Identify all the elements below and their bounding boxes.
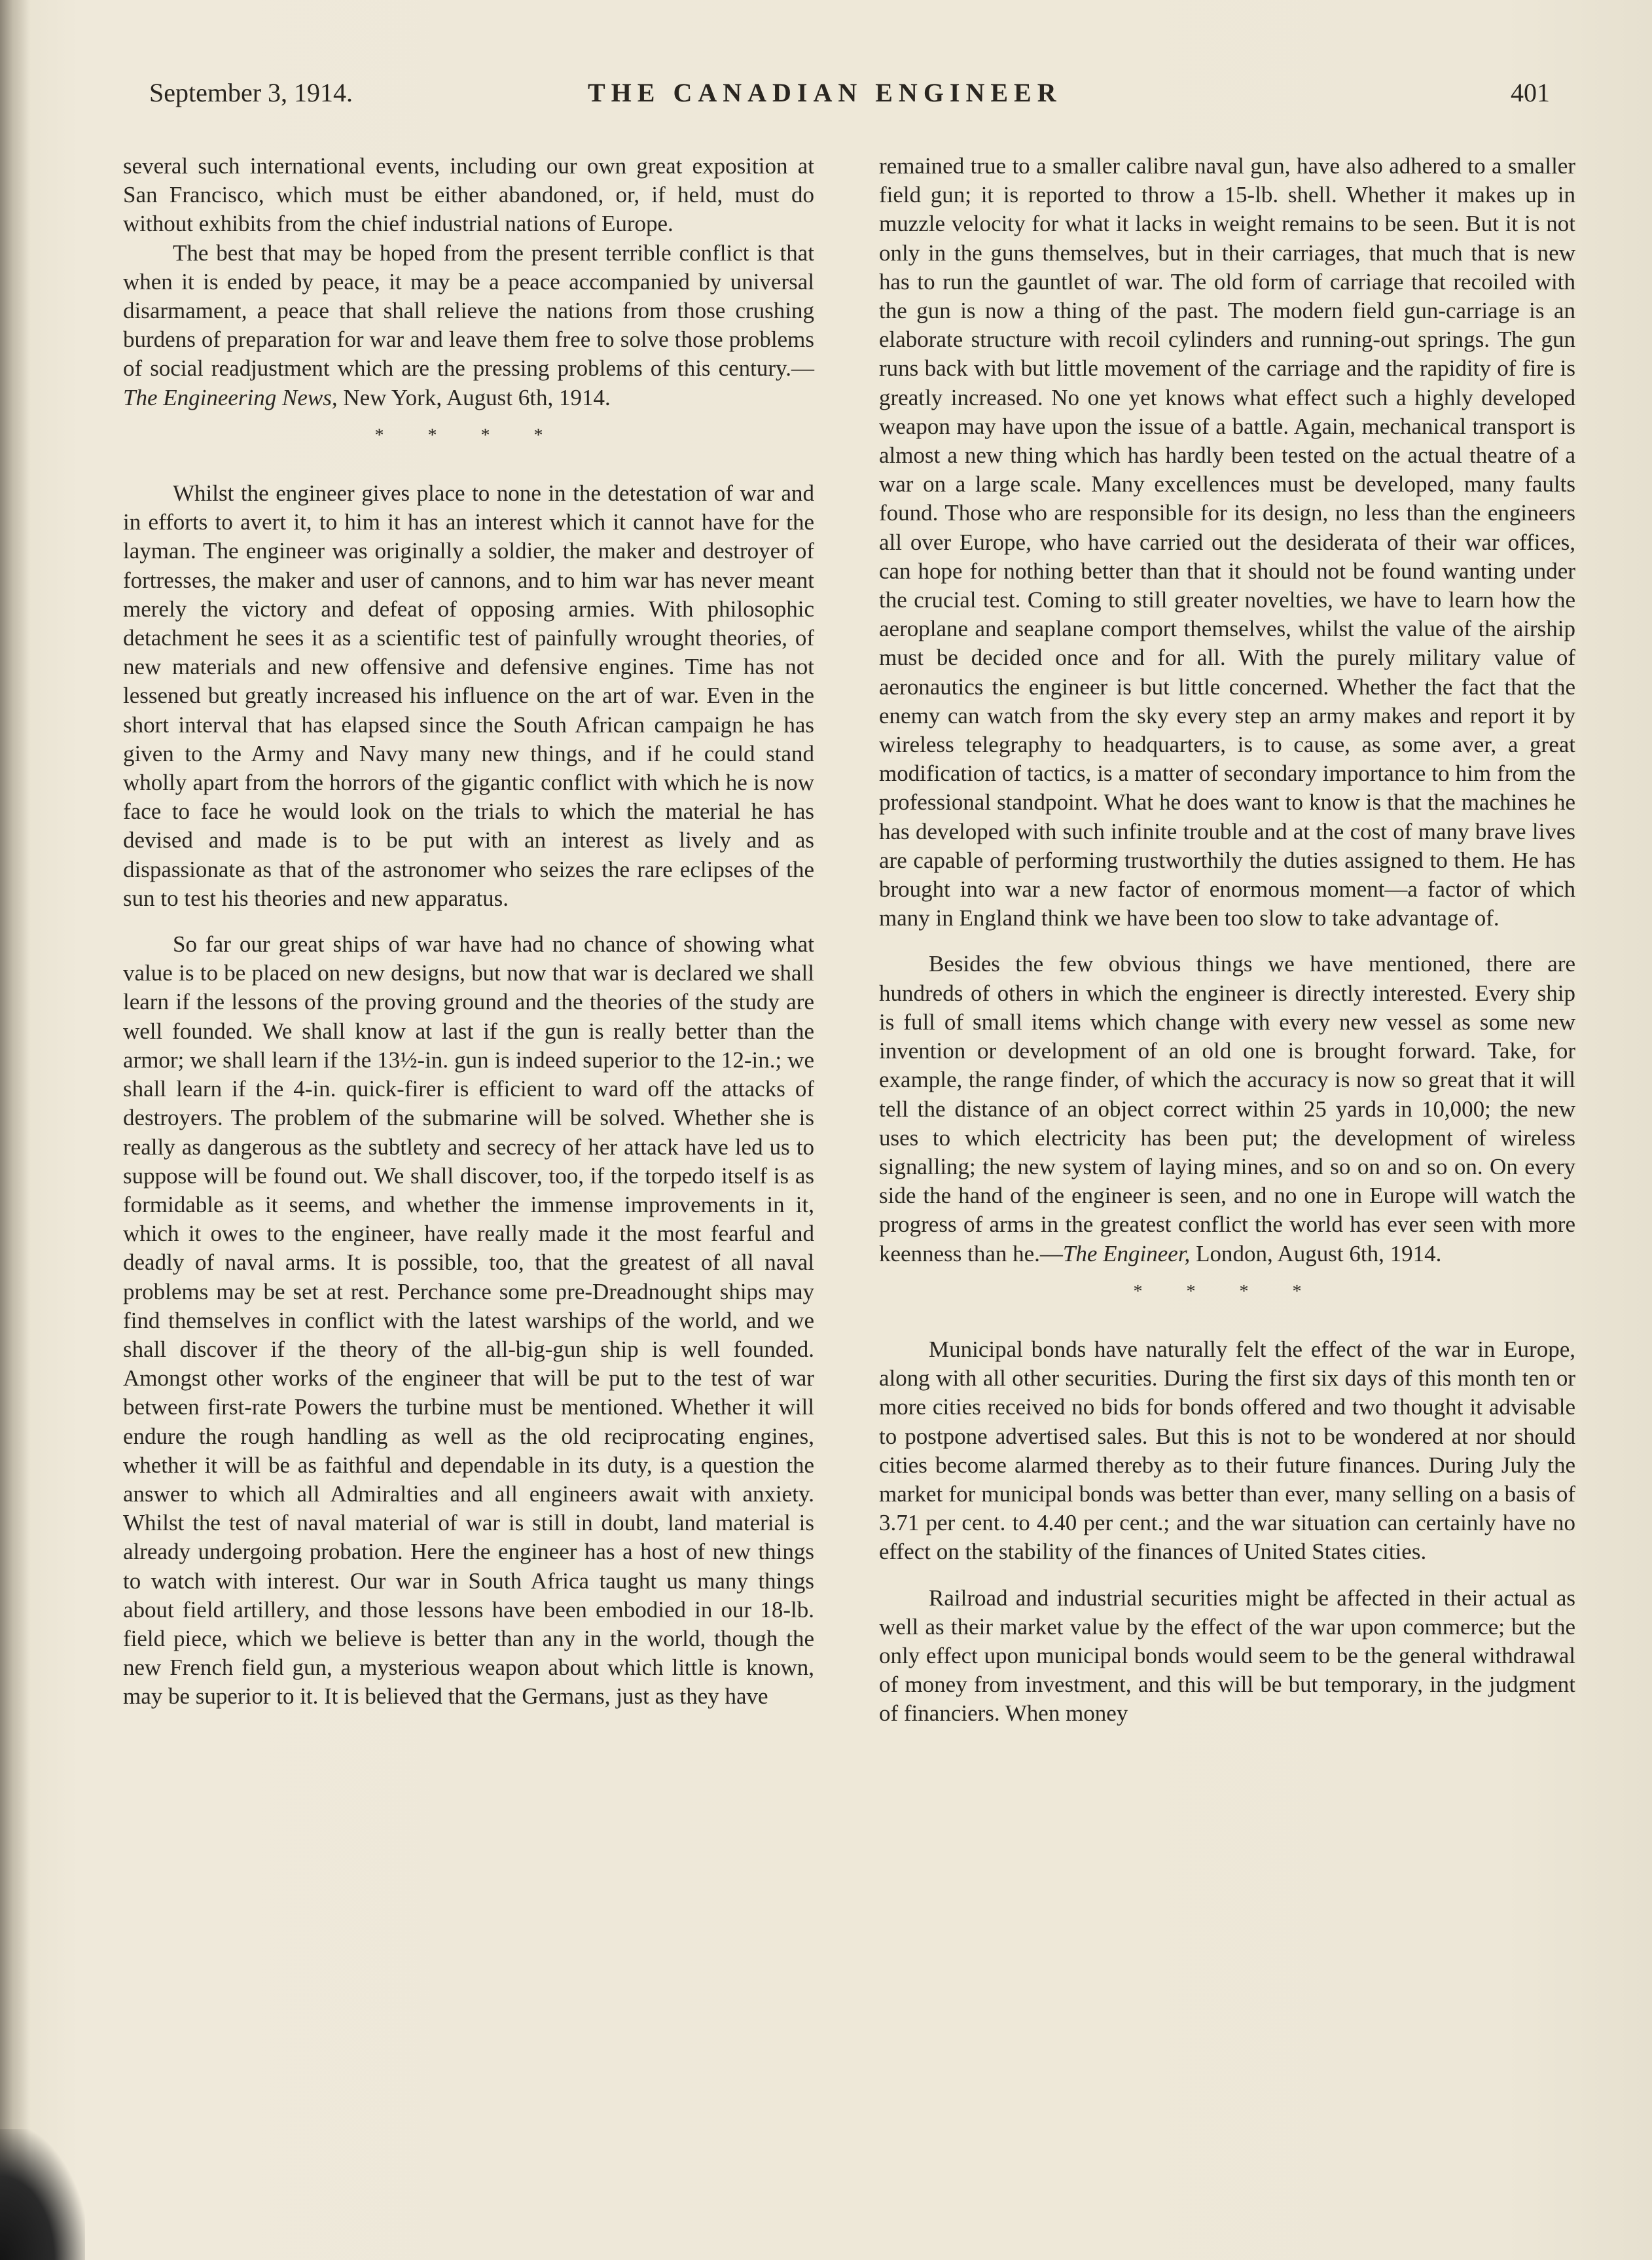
- page-corner-shadow: [0, 2129, 85, 2260]
- section-separator: * * * *: [1133, 1281, 1321, 1302]
- journal-title: THE CANADIAN ENGINEER: [588, 78, 1062, 107]
- header-date: September 3, 1914.: [149, 78, 353, 107]
- paragraph: several such international events, including our own great exposition at San Francisco, which must be either abandoned, or, if held, must do without exhibits from the chief industrial nations of Europe.: [123, 153, 814, 237]
- paragraph: [879, 950, 1575, 1268]
- left-column: [123, 152, 814, 1712]
- paragraph: Railroad and industrial securities might be affected in their actual as well as their market value by the effect of the war upon commerce; but the only effect upon municipal bonds would seem to be the general withdrawal of money from investment, and this will be but temporary, in the judgment of financiers. When money: [879, 1585, 1575, 1727]
- citation-details: London, August 6th, 1914.: [1190, 1240, 1442, 1266]
- right-column: [879, 152, 1575, 1729]
- running-header: [149, 77, 1550, 117]
- paragraph: remained true to a smaller calibre naval gun, have also adhered to a smaller field gun; it is reported to throw a 15-lb. shell. Whether it makes up in muzzle velocity for what it lacks in weight remains to be seen. But it is not only in the guns themselves, but in their carriages, that much that is new has to run the gauntlet of war. The old form of carriage that recoiled with the gun is now a thing of the past. The modern field gun-carriage is an elaborate structure with recoil cylinders and running-out springs. The gun runs back with but little movement of the carriage and the rapidity of fire is greatly increased. No one yet knows what effect such a highly developed weapon may have upon the issue of a battle. Again, mechanical transport is almost a new thing which has hardly been tested on the actual theatre of a war on a large scale. Many excellences must be developed, many faults found. Those who are responsible for its design, no less than the engineers all over Europe, who have carried out the desiderata of their war offices, can hope for nothing better than that it should not be found wanting under the crucial test. Coming to still greater novelties, we have to learn how the aeroplane and seaplane comport themselves, whilst the value of the airship must be decided once and for all. With the purely military value of aeronautics the engineer is but little concerned. Whether the fact that the enemy can watch from the sky every step an army makes and report it by wireless telegraphy to headquarters, is to cause, as some aver, a great modification of tactics, is a matter of secondary importance to him from the professional standpoint. What he does want to know is that the machines he has developed with such infinite trouble and at the cost of many brave lives are capable of performing trustworthily the duties assigned to them. He has brought into war a new factor of enormous moment—a factor of which many in England think we have been too slow to take advantage of.: [879, 153, 1575, 931]
- page-number: 401: [1511, 78, 1550, 107]
- section-separator: * * * *: [374, 425, 563, 446]
- paragraph: Whilst the engineer gives place to none in the detestation of war and in efforts to avert it, to him it has an interest which it cannot have for the layman. The engineer was originally a soldier, the maker and destroyer of fortresses, the maker and user of cannons, and to him war has never meant merely the victory and defeat of opposing armies. With philosophic detachment he sees it as a scientific test of painfully wrought theories, of new materials and new offensive and defensive engines. Time has not lessened but greatly increased his influence on the art of war. Even in the short interval that has elapsed since the South African campaign he has given to the Army and Navy many new things, and if he could stand wholly apart from the horrors of the gigantic conflict with which he is now face to face he would look on the trials to which the material he has devised and made is to be put with an interest as lively and as dispassionate as that of the astronomer who seizes the rare eclipses of the sun to test his theories and new apparatus.: [123, 480, 814, 911]
- paragraph-text: Besides the few obvious things we have mentioned, there are hundreds of others in which the engineer is directly interested. Every ship is full of small items which change with every new vessel as some new invention or development of an old one is brought forward. Take, for example, the range finder, of which the accuracy is now so great that it will tell the distance of an object correct within 25 yards in 10,000; the new uses to which electricity has been put; the development of wireless signalling; the new system of laying mines, and so on and so on. On every side the hand of the engineer is seen, and no one in Europe will watch the progress of arms in the greatest conflict the world has ever seen with more keenness than he.—: [879, 951, 1575, 1266]
- paragraph: Municipal bonds have naturally felt the effect of the war in Europe, along with all other securities. During the first six days of this month ten or more cities received no bids for bonds offered and two thought it advisable to postpone advertised sales. But this is not to be wondered at nor should cities become alarmed thereby as to their future finances. During July the market for municipal bonds was better than ever, many selling on a basis of 3.71 per cent. to 4.40 per cent.; and the war situation can certainly have no effect on the stability of the finances of United States cities.: [879, 1336, 1575, 1565]
- binding-shadow: [0, 0, 30, 2260]
- paragraph: [123, 239, 814, 412]
- source-citation: The Engineer,: [1062, 1240, 1191, 1266]
- citation-details: New York, August 6th, 1914.: [337, 384, 611, 410]
- paragraph: So far our great ships of war have had no chance of showing what value is to be placed on new designs, but now that war is declared we shall learn if the lessons of the proving ground and the theories of the study are well founded. We shall know at last if the gun is really better than the armor; we shall learn if the 13½-in. gun is indeed superior to the 12-in.; we shall learn if the 4-in. quick-firer is efficient to ward off the attacks of destroyers. The problem of the submarine will be solved. Whether she is really as dangerous as the subtlety and secrecy of her attack have led us to suppose will be found out. We shall discover, too, if the torpedo itself is as formidable as it seems, and whether the immense improvements in it, which it owes to the engineer, have really made it the most fearful and deadly of naval arms. It is possible, too, that the greatest of all naval problems may be set at rest. Perchance some pre-Dreadnought ships may find themselves in conflict with the latest warships of the world, and we shall discover if the theory of the all-big-gun ship is well founded. Amongst other works of the engineer that will be put to the test of war between first-rate Powers the turbine must be mentioned. Whether it will endure the rough handling as well as the old reciprocating engines, whether it will be as faithful and dependable in its duty, is a question the answer to which all Admiralties and all engineers await with anxiety. Whilst the test of naval material of war is still in doubt, land material is already undergoing probation. Here the engineer has a host of new things to watch with interest. Our war in South Africa taught us many things about field artillery, and those lessons have been embodied in our 18-lb. field piece, which we believe is better than any in the world, though the new French field gun, a mysterious weapon about which little is known, may be superior to it. It is believed that the Germans, just as they have: [123, 931, 814, 1710]
- paragraph-text: The best that may be hoped from the present terrible conflict is that when it is ended by peace, it may be a peace accompanied by universal disarmament, a peace that shall relieve the nations from those crushing burdens of preparation for war and leave them free to solve those problems of social readjustment which are the pressing problems of this century.—: [123, 240, 814, 382]
- source-citation: The Engineering News,: [123, 384, 338, 410]
